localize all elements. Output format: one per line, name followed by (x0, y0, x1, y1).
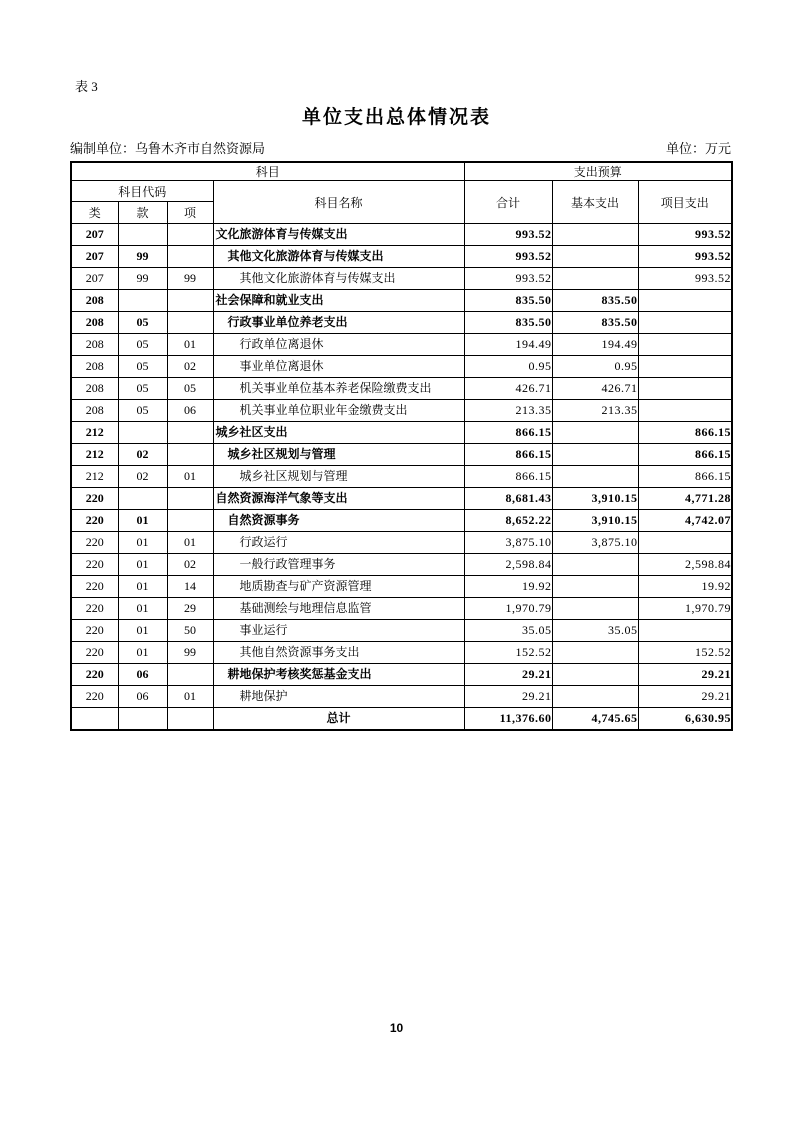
cell-total: 29.21 (464, 664, 552, 686)
cell-code-section: 06 (118, 686, 167, 708)
cell-code-section: 01 (118, 576, 167, 598)
cell-code-category: 220 (71, 686, 118, 708)
cell-subject-name: 行政单位离退休 (213, 334, 464, 356)
cell-project-expenditure: 4,742.07 (638, 510, 732, 532)
cell-project-expenditure (638, 620, 732, 642)
table-header (71, 162, 732, 224)
cell-total: 835.50 (464, 290, 552, 312)
cell-total: 11,376.60 (464, 708, 552, 731)
cell-basic-expenditure: 835.50 (552, 290, 638, 312)
cell-code-section: 02 (118, 444, 167, 466)
cell-project-expenditure: 1,970.79 (638, 598, 732, 620)
cell-code-section: 05 (118, 356, 167, 378)
header-subject-group: 科目 (71, 162, 464, 181)
cell-code-section: 05 (118, 400, 167, 422)
table-row (71, 466, 732, 488)
cell-basic-expenditure (552, 554, 638, 576)
header-code-item: 项 (167, 202, 213, 224)
cell-project-expenditure: 29.21 (638, 686, 732, 708)
cell-code-section: 01 (118, 554, 167, 576)
cell-subject-name: 其他自然资源事务支出 (213, 642, 464, 664)
cell-basic-expenditure: 3,910.15 (552, 510, 638, 532)
cell-total: 993.52 (464, 224, 552, 246)
cell-subject-name: 城乡社区规划与管理 (213, 466, 464, 488)
cell-project-expenditure: 993.52 (638, 268, 732, 290)
cell-code-category: 208 (71, 290, 118, 312)
cell-code-item (167, 444, 213, 466)
cell-basic-expenditure (552, 642, 638, 664)
cell-code-category: 220 (71, 620, 118, 642)
cell-subject-name: 行政运行 (213, 532, 464, 554)
cell-code-item (167, 664, 213, 686)
cell-code-item: 02 (167, 356, 213, 378)
cell-code-category: 220 (71, 576, 118, 598)
cell-code-category: 208 (71, 312, 118, 334)
header-budget-group: 支出预算 (464, 162, 732, 181)
cell-project-expenditure: 2,598.84 (638, 554, 732, 576)
cell-subject-name: 行政事业单位养老支出 (213, 312, 464, 334)
prepared-by-label: 编制单位：乌鲁木齐市自然资源局 (70, 141, 266, 156)
cell-total: 3,875.10 (464, 532, 552, 554)
cell-basic-expenditure (552, 664, 638, 686)
cell-subject-name: 城乡社区规划与管理 (213, 444, 464, 466)
cell-basic-expenditure: 3,910.15 (552, 488, 638, 510)
cell-project-expenditure: 866.15 (638, 466, 732, 488)
cell-project-expenditure (638, 334, 732, 356)
cell-total: 35.05 (464, 620, 552, 642)
cell-code-item (167, 312, 213, 334)
cell-code-section: 01 (118, 620, 167, 642)
cell-project-expenditure: 993.52 (638, 224, 732, 246)
cell-code-section: 01 (118, 642, 167, 664)
table-row (71, 268, 732, 290)
cell-basic-expenditure: 35.05 (552, 620, 638, 642)
cell-project-expenditure: 6,630.95 (638, 708, 732, 731)
cell-code-item: 14 (167, 576, 213, 598)
cell-subject-name: 事业单位离退休 (213, 356, 464, 378)
table-row (71, 246, 732, 268)
cell-basic-expenditure: 194.49 (552, 334, 638, 356)
table-row (71, 290, 732, 312)
cell-code-category: 208 (71, 356, 118, 378)
cell-total: 866.15 (464, 422, 552, 444)
cell-project-expenditure (638, 400, 732, 422)
cell-code-category: 220 (71, 664, 118, 686)
cell-code-item (167, 510, 213, 532)
cell-total: 19.92 (464, 576, 552, 598)
cell-code-category: 220 (71, 488, 118, 510)
table-body (71, 224, 732, 731)
cell-total: 835.50 (464, 312, 552, 334)
cell-code-category: 208 (71, 400, 118, 422)
cell-subject-name: 社会保障和就业支出 (213, 290, 464, 312)
table-number-label: 表 3 (75, 79, 98, 94)
cell-code-category: 220 (71, 510, 118, 532)
cell-total: 152.52 (464, 642, 552, 664)
cell-code-category: 212 (71, 444, 118, 466)
total-row (71, 708, 732, 731)
cell-code-item: 01 (167, 334, 213, 356)
cell-total: 866.15 (464, 466, 552, 488)
table-row (71, 356, 732, 378)
cell-code-item: 05 (167, 378, 213, 400)
cell-subject-name: 其他文化旅游体育与传媒支出 (213, 246, 464, 268)
cell-code-item: 01 (167, 686, 213, 708)
cell-subject-name: 事业运行 (213, 620, 464, 642)
cell-subject-name: 耕地保护 (213, 686, 464, 708)
cell-total: 0.95 (464, 356, 552, 378)
cell-code-category: 220 (71, 642, 118, 664)
page-title: 单位支出总体情况表 (301, 107, 491, 128)
cell-basic-expenditure (552, 246, 638, 268)
cell-total: 213.35 (464, 400, 552, 422)
cell-code-category: 220 (71, 598, 118, 620)
table-row (71, 598, 732, 620)
cell-project-expenditure: 29.21 (638, 664, 732, 686)
cell-subject-name: 城乡社区支出 (213, 422, 464, 444)
cell-subject-name: 一般行政管理事务 (213, 554, 464, 576)
cell-code-item: 01 (167, 466, 213, 488)
cell-total: 1,970.79 (464, 598, 552, 620)
table-row (71, 444, 732, 466)
cell-code-category: 212 (71, 466, 118, 488)
cell-code-category: 220 (71, 532, 118, 554)
cell-basic-expenditure (552, 422, 638, 444)
table-row (71, 224, 732, 246)
cell-basic-expenditure: 835.50 (552, 312, 638, 334)
header-subject-code: 科目代码 (71, 181, 213, 202)
cell-code-item (167, 422, 213, 444)
table-row (71, 576, 732, 598)
cell-total: 29.21 (464, 686, 552, 708)
cell-code-item: 02 (167, 554, 213, 576)
table-row (71, 312, 732, 334)
cell-code-section (118, 224, 167, 246)
cell-basic-expenditure (552, 598, 638, 620)
table-row (71, 400, 732, 422)
cell-code-item (167, 290, 213, 312)
header-project: 项目支出 (638, 181, 732, 224)
table-row (71, 620, 732, 642)
cell-code-item (167, 708, 213, 731)
cell-total: 866.15 (464, 444, 552, 466)
cell-code-section: 01 (118, 510, 167, 532)
cell-project-expenditure: 4,771.28 (638, 488, 732, 510)
table-row (71, 686, 732, 708)
cell-basic-expenditure: 3,875.10 (552, 532, 638, 554)
cell-basic-expenditure (552, 466, 638, 488)
cell-subject-name: 其他文化旅游体育与传媒支出 (213, 268, 464, 290)
cell-code-item (167, 488, 213, 510)
cell-code-item: 29 (167, 598, 213, 620)
table-row (71, 488, 732, 510)
cell-basic-expenditure (552, 224, 638, 246)
cell-code-item: 50 (167, 620, 213, 642)
cell-subject-name: 文化旅游体育与传媒支出 (213, 224, 464, 246)
cell-basic-expenditure: 0.95 (552, 356, 638, 378)
cell-code-section: 01 (118, 532, 167, 554)
cell-subject-name: 自然资源海洋气象等支出 (213, 488, 464, 510)
table-row (71, 554, 732, 576)
cell-code-category: 207 (71, 224, 118, 246)
cell-code-category: 207 (71, 246, 118, 268)
cell-code-category (71, 708, 118, 731)
cell-code-section (118, 422, 167, 444)
cell-code-category: 220 (71, 554, 118, 576)
cell-basic-expenditure (552, 686, 638, 708)
cell-code-item: 01 (167, 532, 213, 554)
cell-basic-expenditure (552, 268, 638, 290)
cell-code-item: 99 (167, 268, 213, 290)
page-number: 10 (389, 1021, 404, 1035)
header-code-category: 类 (71, 202, 118, 224)
cell-total: 2,598.84 (464, 554, 552, 576)
header-subject-name: 科目名称 (213, 181, 464, 224)
cell-basic-expenditure: 4,745.65 (552, 708, 638, 731)
cell-basic-expenditure: 213.35 (552, 400, 638, 422)
table-row (71, 422, 732, 444)
cell-code-section (118, 290, 167, 312)
table-row (71, 532, 732, 554)
cell-project-expenditure (638, 312, 732, 334)
cell-code-category: 208 (71, 378, 118, 400)
cell-total: 8,652.22 (464, 510, 552, 532)
cell-code-category: 208 (71, 334, 118, 356)
cell-subject-name: 耕地保护考核奖惩基金支出 (213, 664, 464, 686)
expenditure-table (70, 161, 733, 731)
cell-project-expenditure: 993.52 (638, 246, 732, 268)
cell-project-expenditure: 152.52 (638, 642, 732, 664)
cell-project-expenditure (638, 532, 732, 554)
cell-total: 993.52 (464, 268, 552, 290)
cell-code-section: 05 (118, 378, 167, 400)
cell-code-section: 05 (118, 312, 167, 334)
cell-total: 8,681.43 (464, 488, 552, 510)
table-row (71, 642, 732, 664)
table-row (71, 664, 732, 686)
cell-code-section: 01 (118, 598, 167, 620)
cell-code-category: 212 (71, 422, 118, 444)
header-total: 合计 (464, 181, 552, 224)
unit-label: 单位：万元 (665, 141, 731, 156)
table-row (71, 378, 732, 400)
table-meta-row (70, 138, 731, 157)
cell-basic-expenditure: 426.71 (552, 378, 638, 400)
header-code-section: 款 (118, 202, 167, 224)
cell-basic-expenditure (552, 444, 638, 466)
cell-code-section (118, 488, 167, 510)
cell-project-expenditure: 866.15 (638, 444, 732, 466)
cell-code-section: 02 (118, 466, 167, 488)
cell-subject-name: 机关事业单位基本养老保险缴费支出 (213, 378, 464, 400)
cell-total: 426.71 (464, 378, 552, 400)
cell-code-item (167, 246, 213, 268)
cell-project-expenditure (638, 290, 732, 312)
cell-project-expenditure: 866.15 (638, 422, 732, 444)
cell-subject-name: 总计 (213, 708, 464, 731)
cell-subject-name: 基础测绘与地理信息监管 (213, 598, 464, 620)
cell-project-expenditure (638, 356, 732, 378)
cell-total: 194.49 (464, 334, 552, 356)
cell-code-section: 06 (118, 664, 167, 686)
table-row (71, 334, 732, 356)
cell-project-expenditure (638, 378, 732, 400)
cell-code-category: 207 (71, 268, 118, 290)
cell-subject-name: 自然资源事务 (213, 510, 464, 532)
cell-subject-name: 地质勘查与矿产资源管理 (213, 576, 464, 598)
cell-code-section: 99 (118, 268, 167, 290)
header-basic: 基本支出 (552, 181, 638, 224)
cell-subject-name: 机关事业单位职业年金缴费支出 (213, 400, 464, 422)
cell-code-section: 05 (118, 334, 167, 356)
cell-code-item: 99 (167, 642, 213, 664)
table-row (71, 510, 732, 532)
cell-code-section (118, 708, 167, 731)
cell-project-expenditure: 19.92 (638, 576, 732, 598)
cell-total: 993.52 (464, 246, 552, 268)
cell-code-section: 99 (118, 246, 167, 268)
cell-basic-expenditure (552, 576, 638, 598)
cell-code-item: 06 (167, 400, 213, 422)
cell-code-item (167, 224, 213, 246)
